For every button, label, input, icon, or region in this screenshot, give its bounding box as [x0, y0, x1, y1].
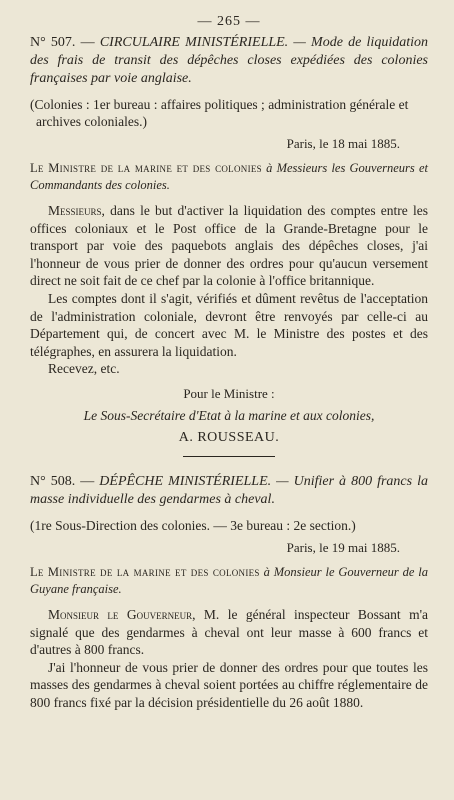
doc-508-recipient: à Monsieur le Gouverneur de la Guyane française.	[30, 564, 429, 596]
doc-507-recipients: à Messieurs les Gouverneurs et Commandants des colonies.	[30, 161, 428, 192]
doc-508-paragraph-1-text: M. le général inspecteur Bossant m'a signalé que des gendarmes à cheval ont leur masse à 600 francs et d'autres à 800 francs.	[30, 606, 428, 658]
page-number: — 265 —	[197, 14, 261, 29]
doc-507-paragraph-3: Recevez, etc.	[48, 361, 120, 377]
doc-507-paragraph-1	[30, 202, 428, 290]
doc-507-heading	[30, 34, 428, 88]
doc-507-paragraph-1-text: dans le but d'activer la liquidation des comptes entre les offices coloniaux et le Post office de la Grande-Bretagne pour le transport par voie des paquebots anglais des dépêches closes, j'ai l'honneur de vous prier de donner des ordres pour qu'aucun versement direct ne soit fait de ce chef par la colonie à l'office britannique.	[30, 203, 428, 289]
doc-507-body	[30, 202, 428, 378]
doc-507-pour-le-ministre: Pour le Ministre :	[183, 385, 275, 401]
doc-508-heading	[30, 473, 428, 509]
doc-508-dash: —	[75, 473, 100, 489]
doc-508-body	[30, 606, 428, 712]
doc-507-addressee	[30, 160, 428, 194]
doc-507-signature: A. ROUSSEAU.	[178, 429, 280, 445]
doc-507-number: N° 507.	[30, 35, 76, 50]
doc-508-paragraph-2: J'ai l'honneur de vous prier de donner des ordres pour que toutes les masses des gendarmes à cheval soient portées au chiffre réglementaire de 800 francs fixé par la décision présidentielle du 26 août 1880.	[30, 659, 428, 710]
doc-508-title: DÉPÊCHE MINISTÉRIELLE. — Unifier à 800 francs la masse individuelle des gendarmes à cheval.	[30, 473, 428, 507]
doc-508-date: Paris, le 19 mai 1885.	[286, 539, 400, 555]
doc-507-dash: —	[75, 35, 100, 50]
doc-508-number: N° 508.	[30, 473, 76, 489]
doc-508-addressee	[30, 564, 428, 598]
doc-508-minister: Le Ministre de la marine et des colonies	[30, 564, 260, 579]
doc-507-title: CIRCULAIRE MINISTÉRIELLE. — Mode de liquidation des frais de transit des dépêches closes expédiées des colonies françaises par voie anglaise.	[30, 35, 428, 86]
doc-507-secretary: Le Sous-Secrétaire d'Etat à la marine et aux colonies,	[83, 407, 375, 423]
doc-507-date: Paris, le 18 mai 1885.	[286, 136, 400, 151]
doc-508-salutation: Monsieur le Gouverneur,	[48, 606, 196, 622]
doc-507-minister: Le Ministre de la marine et des colonies	[30, 161, 262, 175]
doc-508-paragraph-1	[30, 606, 428, 659]
doc-507-office: (Colonies : 1er bureau : affaires politiques ; administration générale et archives coloniales.)	[30, 97, 409, 129]
doc-507-paragraph-2: Les comptes dont il s'agit, vérifiés et dûment revêtus de l'acceptation de l'administration coloniale, devront être renvoyés par celle-ci au Département qui, de concert avec M. le Ministre des postes et des télégraphes, en assurera la liquidation.	[30, 290, 428, 359]
section-divider	[183, 456, 275, 457]
doc-508-office: (1re Sous-Direction des colonies. — 3e bureau : 2e section.)	[30, 517, 356, 533]
doc-507-salutation: Messieurs,	[48, 203, 105, 218]
